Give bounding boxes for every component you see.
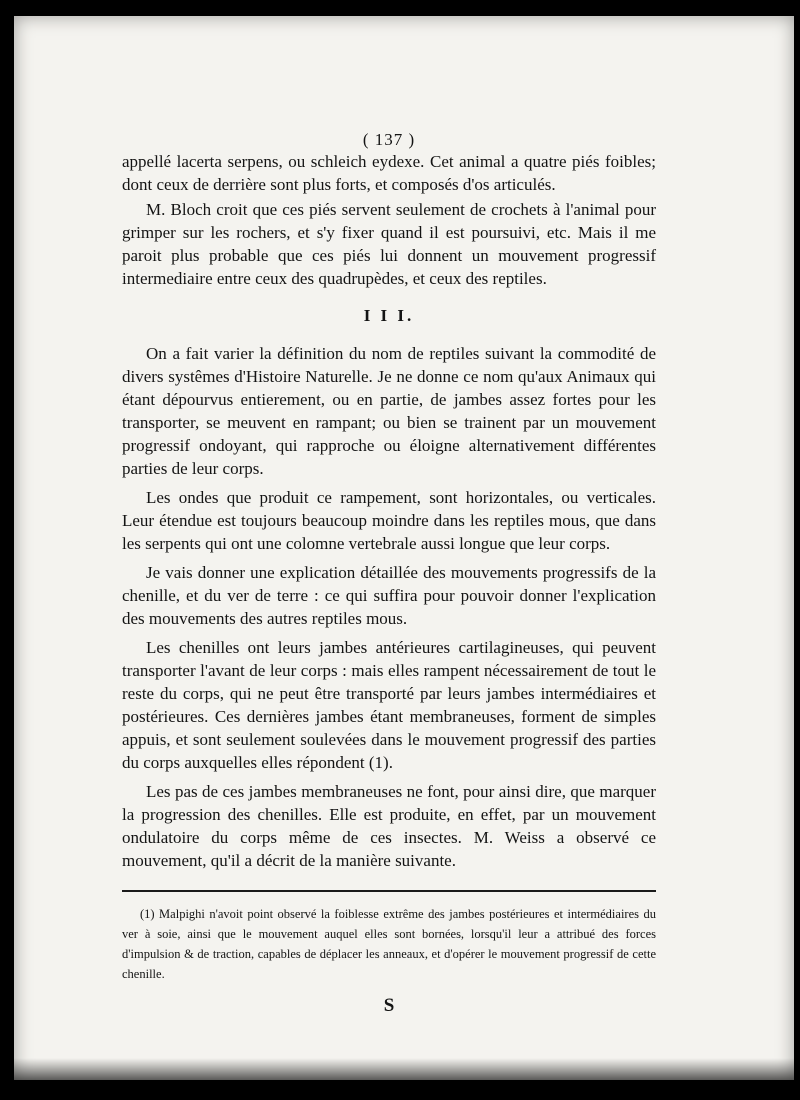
paragraph-1: appellé lacerta serpens, ou schleich eydexe. Cet animal a quatre piés foibles; dont ceux de derrière sont plus forts, et composés d'os articulés.: [122, 152, 656, 194]
signature-mark: S: [383, 995, 395, 1016]
paragraph-7: Les pas de ces jambes membraneuses ne font, pour ainsi dire, que marquer la progression des chenilles. Elle est produite, en effet, par un mouvement ondulatoire du corps même de ces insectes. M. Weiss a observé ce mouvement, qu'il a décrit de la manière suivante.: [122, 782, 656, 870]
page-shadow: [14, 1058, 794, 1080]
page-text-block: [122, 128, 656, 1017]
footnote-divider: [122, 890, 656, 892]
paragraph-3: On a fait varier la définition du nom de reptiles suivant la commodité de divers systêmes d'Histoire Naturelle. Je ne donne ce nom qu'aux Animaux qui étant dépourvus entierement, ou en partie, de jambes assez fortes pour les transporter, se meuvent en rampant; ou bien se trainent par un mouvement progressif ondoyant, qui rapproche ou éloigne alternativement différentes parties de leur corps.: [122, 344, 656, 478]
book-page: [14, 16, 794, 1080]
section-heading: I I I.: [363, 306, 415, 325]
paragraph-5: Je vais donner une explication détaillée des mouvements progressifs de la chenille, et du ver de terre : ce qui suffira pour pouvoir donner l'explication des mouvements des autres reptiles mous.: [122, 563, 656, 628]
paragraph-2: M. Bloch croit que ces piés servent seulement de crochets à l'animal pour grimper sur les rochers, et s'y fixer quand il est poursuivi, etc. Mais il me paroit plus probable que ces piés lui donnent un mouvement progressif intermediaire entre ceux des quadrupèdes, et ceux des reptiles.: [122, 200, 656, 288]
footnote: (1) Malpighi n'avoit point observé la foiblesse extrême des jambes postérieures et intermédiaires du ver à soie, ainsi que le mouvement auquel elles sont bornées, lorsqu'il leur a attribué des forces d'impulsion & de traction, capables de déplacer les anneaux, et d'opérer le mouvement progressif de cette chenille.: [122, 907, 656, 981]
paragraph-4: Les ondes que produit ce rampement, sont horizontales, ou verticales. Leur étendue est toujours beaucoup moindre dans les reptiles mous, que dans les serpents qui ont une colomne vertebrale aussi longue que leur corps.: [122, 488, 656, 553]
page-number: ( 137 ): [362, 130, 416, 149]
paragraph-6: Les chenilles ont leurs jambes antérieures cartilagineuses, qui peuvent transporter l'avant de leur corps : mais elles rampent nécessairement de tout le reste du corps, qui ne peut être transporté par leurs jambes intermédiaires et postérieures. Ces dernières jambes étant membraneuses, forment de simples appuis, et sont seulement soulevées dans le mouvement progressif des parties du corps auxquelles elles répondent (1).: [122, 638, 656, 772]
